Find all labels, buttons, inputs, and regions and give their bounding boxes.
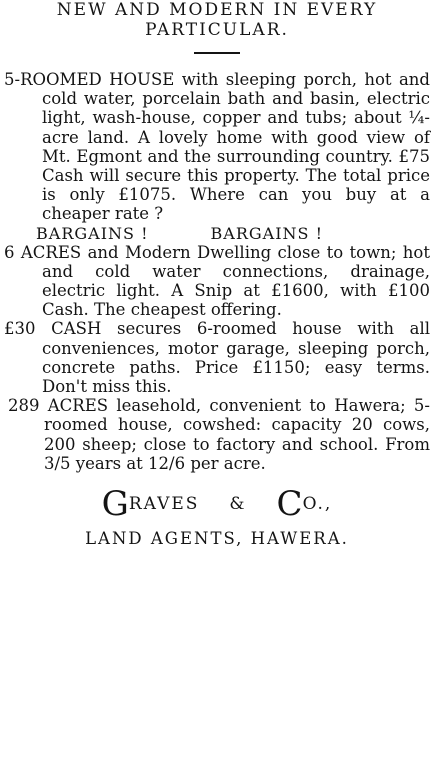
headline: NEW AND MODERN IN EVERY bbox=[56, 0, 378, 20]
listing-item bbox=[4, 396, 430, 473]
listing-text: 289 ACRES leasehold, convenient to Hawera; 5-roomed house, cowshed: capacity 20 cows, 200 sheep; close to factory and school. From 3/5 years at 12/6 per acre. bbox=[8, 396, 430, 473]
firm-name bbox=[4, 484, 430, 525]
firm-ampersand: & bbox=[229, 494, 247, 515]
firm-initial-g: G bbox=[101, 484, 129, 525]
bargains-left: BARGAINS ! bbox=[36, 223, 149, 243]
listing-item bbox=[4, 70, 430, 224]
listing-item bbox=[4, 243, 430, 320]
bargains-right: BARGAINS ! bbox=[210, 223, 323, 243]
footer-agents: LAND AGENTS, HAWERA. bbox=[85, 529, 349, 549]
listing-text: 6 ACRES and Modern Dwelling close to town; hot and cold water connections, drainage, electric light. A Snip at £1600, with £100 Cash. The cheapest offering. bbox=[4, 242, 430, 320]
firm-initial-c: C bbox=[276, 484, 303, 525]
listing-text: 5-ROOMED HOUSE with sleeping porch, hot and cold water, porcelain bath and basin, electric light, wash-house, copper and tubs; about ¼-acre land. A lovely home with good view of Mt. Egmont and the surrounding country. £75 Cash will secure this property. The total price is only £1075. Where can you buy at a cheaper rate ? bbox=[4, 70, 430, 224]
firm-word-co: O., bbox=[302, 494, 333, 515]
headline-subtitle: PARTICULAR. bbox=[145, 20, 289, 40]
bargains-line bbox=[4, 224, 430, 243]
listing-text: £30 CASH secures 6-roomed house with all conveniences, motor garage, sleeping porch, concrete paths. Price £1150; easy terms. Don't miss this. bbox=[4, 319, 430, 397]
firm-word-raves: RAVES bbox=[128, 494, 200, 515]
listing-item bbox=[4, 319, 430, 396]
divider-rule bbox=[194, 52, 240, 54]
